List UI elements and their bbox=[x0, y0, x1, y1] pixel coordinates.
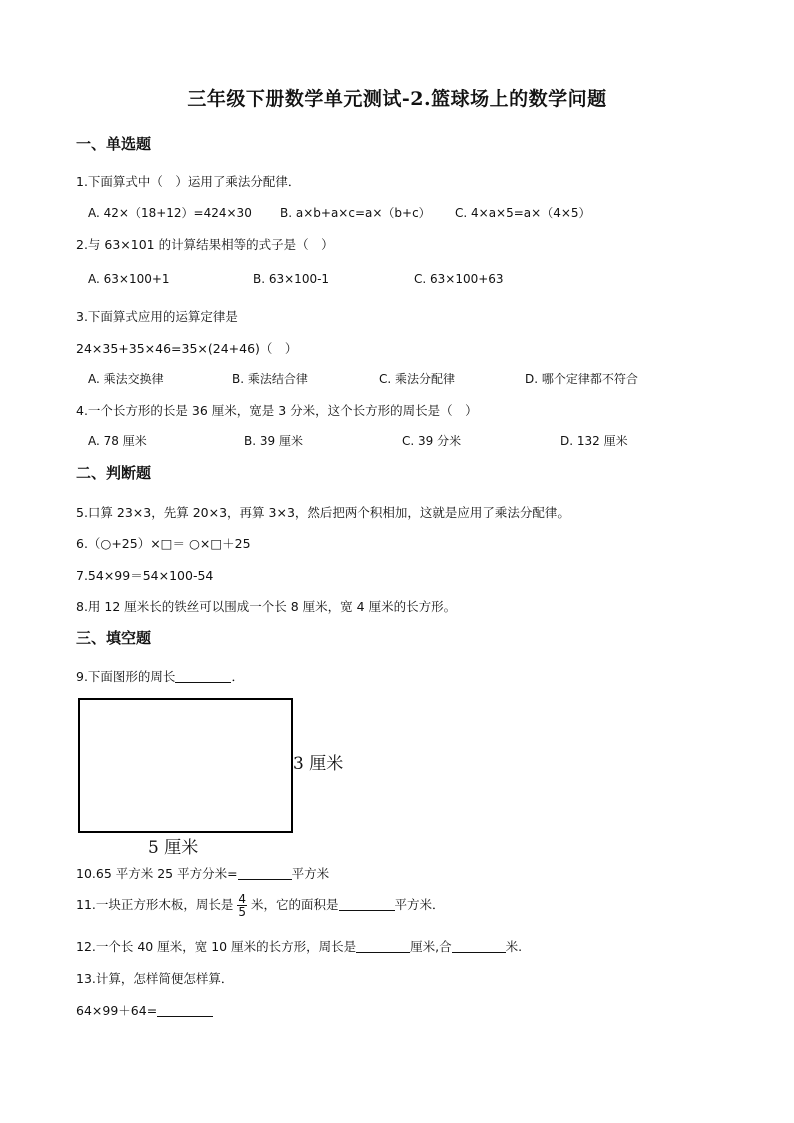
q11-numerator: 4 bbox=[238, 892, 247, 906]
q12-middle: 厘米,合 bbox=[410, 939, 452, 954]
question-3-expression: 24×35+35×46=35×(24+46)（ ） bbox=[76, 341, 298, 356]
question-3: 3.下面算式应用的运算定律是 bbox=[76, 309, 238, 324]
question-11 bbox=[76, 893, 445, 918]
q3-option-c: C. 乘法分配律 bbox=[379, 372, 456, 386]
q11-text: 11.一块正方形木板，周长是 bbox=[76, 897, 234, 912]
q12-text: 12.一个长 40 厘米，宽 10 厘米的长方形，周长是 bbox=[76, 939, 357, 954]
q2-option-b: B. 63×100-1 bbox=[253, 272, 330, 286]
q10-answer-blank[interactable] bbox=[238, 867, 292, 880]
page-title: 三年级下册数学单元测试-2.篮球场上的数学问题 bbox=[187, 88, 607, 110]
q4-option-d: D. 132 厘米 bbox=[560, 434, 628, 448]
q11-middle: 米，它的面积是 bbox=[251, 897, 339, 912]
q2-option-a: A. 63×100+1 bbox=[88, 272, 170, 286]
q2-option-c: C. 63×100+63 bbox=[414, 272, 504, 286]
q11-answer-blank[interactable] bbox=[339, 898, 395, 911]
q1-option-c: C. 4×a×5=a×（4×5） bbox=[455, 206, 591, 220]
q3-option-b: B. 乘法结合律 bbox=[232, 372, 308, 386]
section-heading-true-false: 二、判断题 bbox=[76, 464, 152, 482]
question-13: 13.计算，怎样简便怎样算． bbox=[76, 971, 234, 986]
rectangle-height-label: 3 厘米 bbox=[293, 754, 344, 774]
q4-option-a: A. 78 厘米 bbox=[88, 434, 147, 448]
q13-answer-blank[interactable] bbox=[157, 1004, 213, 1017]
section-heading-fill-blank: 三、填空题 bbox=[76, 629, 152, 647]
question-2: 2.与 63×101 的计算结果相等的式子是（ ） bbox=[76, 237, 334, 252]
q9-answer-blank[interactable] bbox=[175, 670, 231, 683]
q4-option-c: C. 39 分米 bbox=[402, 434, 462, 448]
question-13-expression bbox=[76, 1001, 213, 1019]
question-10 bbox=[76, 864, 329, 882]
question-8: 8.用 12 厘米长的铁丝可以围成一个长 8 厘米，宽 4 厘米的长方形。 bbox=[76, 599, 457, 614]
q1-option-b: B. a×b+a×c=a×（b+c） bbox=[280, 206, 431, 220]
q3-option-d: D. 哪个定律都不符合 bbox=[525, 372, 638, 386]
q11-denominator: 5 bbox=[238, 905, 247, 919]
rectangle-width-label: 5 厘米 bbox=[148, 838, 199, 858]
q10-text: 10.65 平方米 25 平方分米= bbox=[76, 866, 238, 881]
q4-option-b: B. 39 厘米 bbox=[244, 434, 303, 448]
q10-suffix: 平方米 bbox=[291, 866, 330, 881]
question-5: 5.口算 23×3，先算 20×3，再算 3×3，然后把两个积相加，这就是应用了乘法分配律。 bbox=[76, 505, 570, 520]
q11-fraction bbox=[237, 893, 247, 918]
q9-text: 9.下面图形的周长 bbox=[76, 669, 176, 684]
q12-suffix: 米. bbox=[505, 939, 523, 954]
question-4: 4.一个长方形的长是 36 厘米，宽是 3 分米，这个长方形的周长是（ ） bbox=[76, 403, 478, 418]
rectangle-figure bbox=[78, 698, 293, 833]
question-6: 6.（○+25）×□＝ ○×□＋25 bbox=[76, 536, 251, 551]
question-9 bbox=[76, 667, 244, 685]
q3-option-a: A. 乘法交换律 bbox=[88, 372, 164, 386]
q1-option-a: A. 42×（18+12）=424×30 bbox=[88, 206, 252, 220]
q13-expr: 64×99＋64= bbox=[76, 1003, 158, 1018]
section-heading-single-choice: 一、单选题 bbox=[76, 135, 152, 153]
question-12 bbox=[76, 937, 522, 955]
question-7: 7.54×99＝54×100-54 bbox=[76, 568, 214, 583]
question-1: 1.下面算式中（ ）运用了乘法分配律． bbox=[76, 174, 301, 189]
q9-suffix: ． bbox=[231, 669, 244, 684]
q12-answer-blank-2[interactable] bbox=[452, 940, 506, 953]
q11-suffix: 平方米． bbox=[394, 897, 445, 912]
q12-answer-blank-1[interactable] bbox=[356, 940, 410, 953]
